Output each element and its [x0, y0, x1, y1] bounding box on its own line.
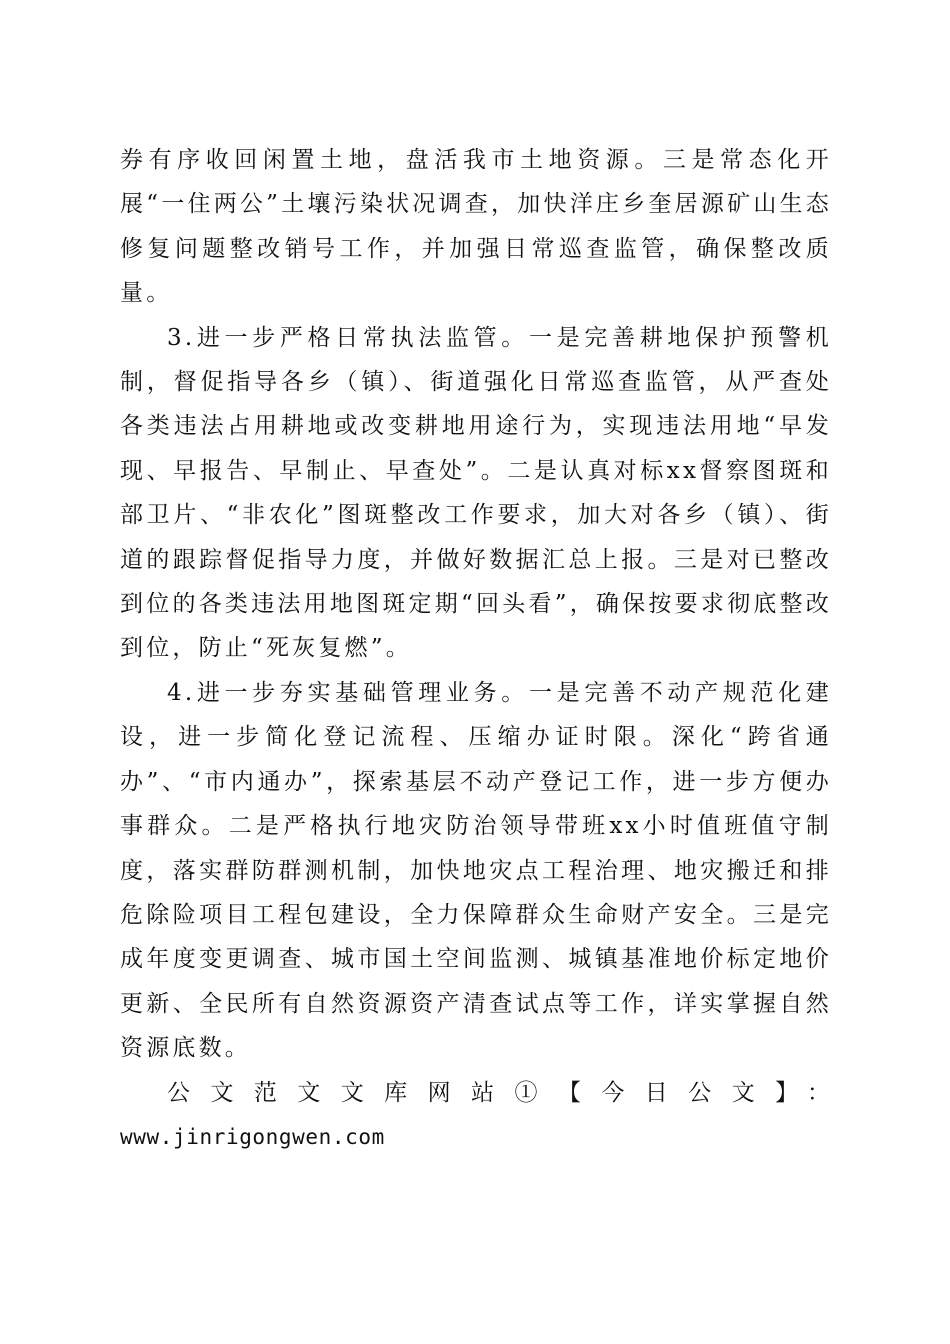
footer-website-url: www.jinrigongwen.com [120, 1124, 385, 1149]
paragraph-item-3: 3.进一步严格日常执法监管。一是完善耕地保护预警机制，督促指导各乡（镇）、街道强化日常巡查监管，从严查处各类违法占用耕地或改变耕地用途行为，实现违法用地“早发现、早报告、早制止、早查处”。二是认真对标xx督察图斑和部卫片、“非农化”图斑整改工作要求，加大对各乡（镇）、街道的跟踪督促指导力度，并做好数据汇总上报。三是对已整改到位的各类违法用地图斑定期“回头看”，确保按要求彻底整改到位，防止“死灰复燃”。 [120, 324, 832, 662]
paragraph-item-4: 4.进一步夯实基础管理业务。一是完善不动产规范化建设，进一步简化登记流程、压缩办证时限。深化“跨省通办”、“市内通办”，探索基层不动产登记工作，进一步方便办事群众。二是严格执行地灾防治领导带班xx小时值班值守制度，落实群防群测机制，加快地灾点工程治理、地灾搬迁和排危除险项目工程包建设，全力保障群众生命财产安全。三是完成年度变更调查、城市国土空间监测、城镇基准地价标定地价更新、全民所有自然资源资产清查试点等工作，详实掌握自然资源底数。 [120, 679, 832, 1062]
paragraph-continuation: 券有序收回闲置土地，盘活我市土地资源。三是常态化开展“一住两公”土壤污染状况调查，加快洋庄乡奎居源矿山生态修复问题整改销号工作，并加强日常巡查监管，确保整改质量。 [120, 147, 832, 307]
footer-source-label: 公文范文文库网站①【今日公文】： [167, 1079, 832, 1106]
document-body [120, 138, 832, 1159]
